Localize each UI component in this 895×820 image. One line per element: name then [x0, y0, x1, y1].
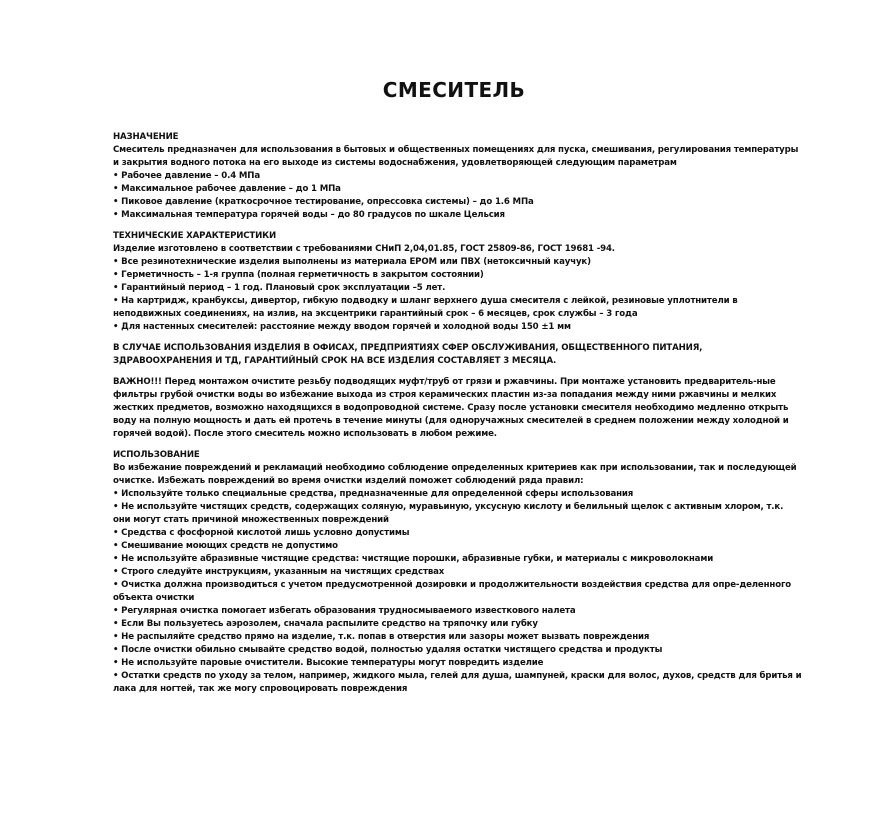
- usage-intro: Во избежание повреждений и рекламаций необходимо соблюдение определенных критериев как при использовании, так и последующей очистке. Избежать повреждений во время очистки изделий поможет соблюдений ряда правил:: [113, 463, 797, 486]
- specs-heading: ТЕХНИЧЕСКИЕ ХАРАКТЕРИСТИКИ: [113, 231, 277, 241]
- usage-item: • Используйте только специальные средства, предназначенные для определенной сферы использования: [113, 489, 634, 499]
- specs-intro: Изделие изготовлено в соответствии с требованиями СНиП 2,04,01.85, ГОСТ 25809-86, ГОСТ 19681 -94.: [113, 244, 615, 254]
- office-warranty-notice: В СЛУЧАЕ ИСПОЛЬЗОВАНИЯ ИЗДЕЛИЯ В ОФИСАХ, ПРЕДПРИЯТИЯХ СФЕР ОБСЛУЖИВАНИЯ, ОБЩЕСТВЕННОГО ПИТАНИЯ, ЗДРАВООХРАНЕНИЯ И ТД, ГАРАНТИЙНЫЙ СРОК НА ВСЕ ИЗДЕЛИЯ СОСТАВЛЯЕТ 3 МЕСЯЦА.: [113, 343, 703, 366]
- specs-item: • Гарантийный период – 1 год. Плановый срок эксплуатации –5 лет.: [113, 283, 446, 293]
- purpose-item: • Пиковое давление (краткосрочное тестирование, опрессовка системы) – до 1.6 МПа: [113, 197, 534, 207]
- usage-item: • Остатки средств по уходу за телом, например, жидкого мыла, гелей для душа, шампуней, краски для волос, духов, средств для бритья и лака для ногтей, так же могу спровоцировать повреждения: [113, 671, 802, 694]
- usage-item: • Очистка должна производиться с учетом предусмотренной дозировки и продолжительности воздействия средства для опре-деленного объекта очистки: [113, 580, 792, 603]
- document-title: СМЕСИТЕЛЬ: [382, 78, 526, 102]
- purpose-section: [113, 131, 803, 222]
- usage-item: • Строго следуйте инструкциям, указанным на чистящих средствах: [113, 567, 445, 577]
- specs-section: [113, 230, 803, 334]
- specs-item: • Все резинотехнические изделия выполнены из материала EPOM или ПВХ (нетоксичный каучук): [113, 257, 591, 267]
- document-body: [113, 131, 803, 704]
- purpose-item: • Рабочее давление – 0.4 МПа: [113, 171, 260, 181]
- usage-section: [113, 449, 803, 696]
- usage-heading: ИСПОЛЬЗОВАНИЕ: [113, 450, 200, 460]
- usage-item: • Средства с фосфорной кислотой лишь условно допустимы: [113, 528, 410, 538]
- usage-item: • Не распыляйте средство прямо на изделие, т.к. попав в отверстия или зазоры может вызвать повреждения: [113, 632, 650, 642]
- purpose-item: • Максимальная температура горячей воды – до 80 градусов по шкале Цельсия: [113, 210, 505, 220]
- specs-item: • Для настенных смесителей: расстояние между вводом горячей и холодной воды 150 ±1 мм: [113, 322, 571, 332]
- specs-item: • Герметичность – 1-я группа (полная герметичность в закрытом состоянии): [113, 270, 484, 280]
- usage-item: • Регулярная очистка помогает избегать образования трудносмываемого известкового налета: [113, 606, 576, 616]
- important-note: ВАЖНО!!! Перед монтажом очистите резьбу подводящих муфт/труб от грязи и ржавчины. При монтаже установить предваритель-ные фильтры грубой очистки воды во избежание выхода из строя керамических пластин из-за попадания между ними ржавчины и мелких жестких предметов, возможно находящихся в водопроводной системе. Сразу после установки смесителя необходимо медленно открыть воду на полную мощность и дать ей протечь в течение минуты (для одноручажных смесителей в среднем положении между холодной и горячей водой). После этого смеситель можно использовать в любом режиме.: [113, 377, 789, 439]
- usage-item: • Смешивание моющих средств не допустимо: [113, 541, 338, 551]
- purpose-heading: НАЗНАЧЕНИЕ: [113, 132, 179, 142]
- usage-item: • Если Вы пользуетесь аэрозолем, сначала распылите средство на тряпочку или губку: [113, 619, 538, 629]
- purpose-intro: Смеситель предназначен для использования в бытовых и общественных помещениях для пуска, смешивания, регулирования температуры и закрытия водного потока на его выходе из системы водоснабжения, удовлетворяющей следующим параметрам: [113, 145, 799, 168]
- usage-item: • После очистки обильно смывайте средство водой, полностью удаляя остатки чистящего средства и продукты: [113, 645, 663, 655]
- usage-item: • Не используйте абразивные чистящие средства: чистящие порошки, абразивные губки, и материалы с микроволокнами: [113, 554, 714, 564]
- purpose-item: • Максимальное рабочее давление – до 1 МПа: [113, 184, 341, 194]
- usage-item: • Не используйте чистящих средств, содержащих соляную, муравьиную, уксусную кислоту и белильный щелок с активным хлором, т.к. они могут стать причиной множественных повреждений: [113, 502, 784, 525]
- usage-item: • Не используйте паровые очистители. Высокие температуры могут повредить изделие: [113, 658, 544, 668]
- specs-item: • На картридж, кранбуксы, дивертор, гибкую подводку и шланг верхнего душа смесителя с лейкой, резиновые уплотнители в неподвижных соединениях, на излив, на эксцентрики гарантийный срок – 6 месяцев, срок службы – 3 года: [113, 296, 738, 319]
